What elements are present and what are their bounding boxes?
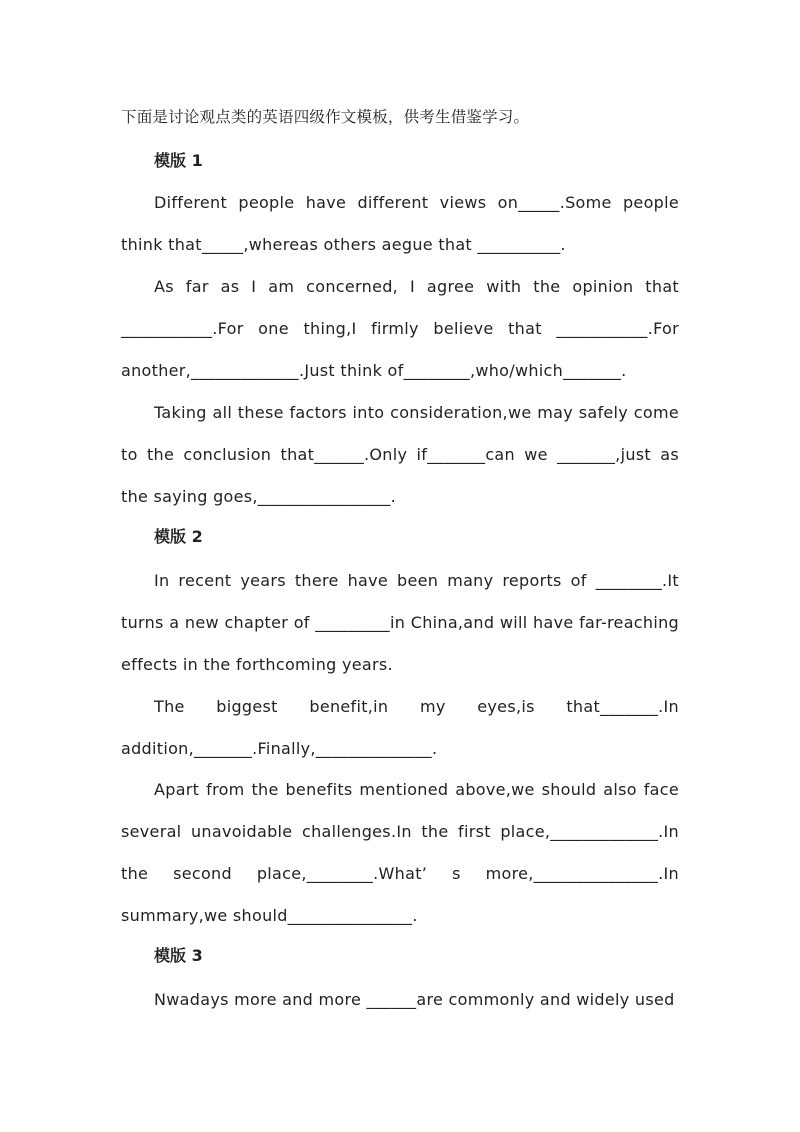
- template-2-paragraph-3: Apart from the benefits mentioned above,we should also face several unavoidable challenges.In the first place,_____________.In the second place,________.What’ s more,_______________.In summary,we should_______________.: [121, 780, 679, 925]
- intro-text: 下面是讨论观点类的英语四级作文模板，供考生借鉴学习。: [121, 108, 530, 126]
- template-1-paragraph-3: Taking all these factors into consideration,we may safely come to the conclusion that______.Only if_______can we _______,just as the saying goes,________________.: [121, 403, 679, 506]
- template-2-paragraph-2: The biggest benefit,in my eyes,is that_______.In addition,_______.Finally,______________.: [121, 697, 679, 758]
- template-1-heading: 模版 1: [154, 151, 203, 170]
- template-1-paragraph-2: As far as I am concerned, I agree with the opinion that ___________.For one thing,I firmly believe that ___________.For another,_____________.Just think of________,who/which_______.: [121, 277, 679, 380]
- template-2-paragraph-1: In recent years there have been many reports of ________.It turns a new chapter of _________in China,and will have far-reaching effects in the forthcoming years.: [121, 571, 679, 674]
- template-1-paragraph-1: Different people have different views on_____.Some people think that_____,whereas others aegue that __________.: [121, 193, 679, 254]
- template-3-paragraph-1: Nwadays more and more ______are commonly and widely used: [154, 990, 675, 1009]
- template-2-heading: 模版 2: [154, 527, 203, 546]
- template-3-heading: 模版 3: [154, 946, 203, 965]
